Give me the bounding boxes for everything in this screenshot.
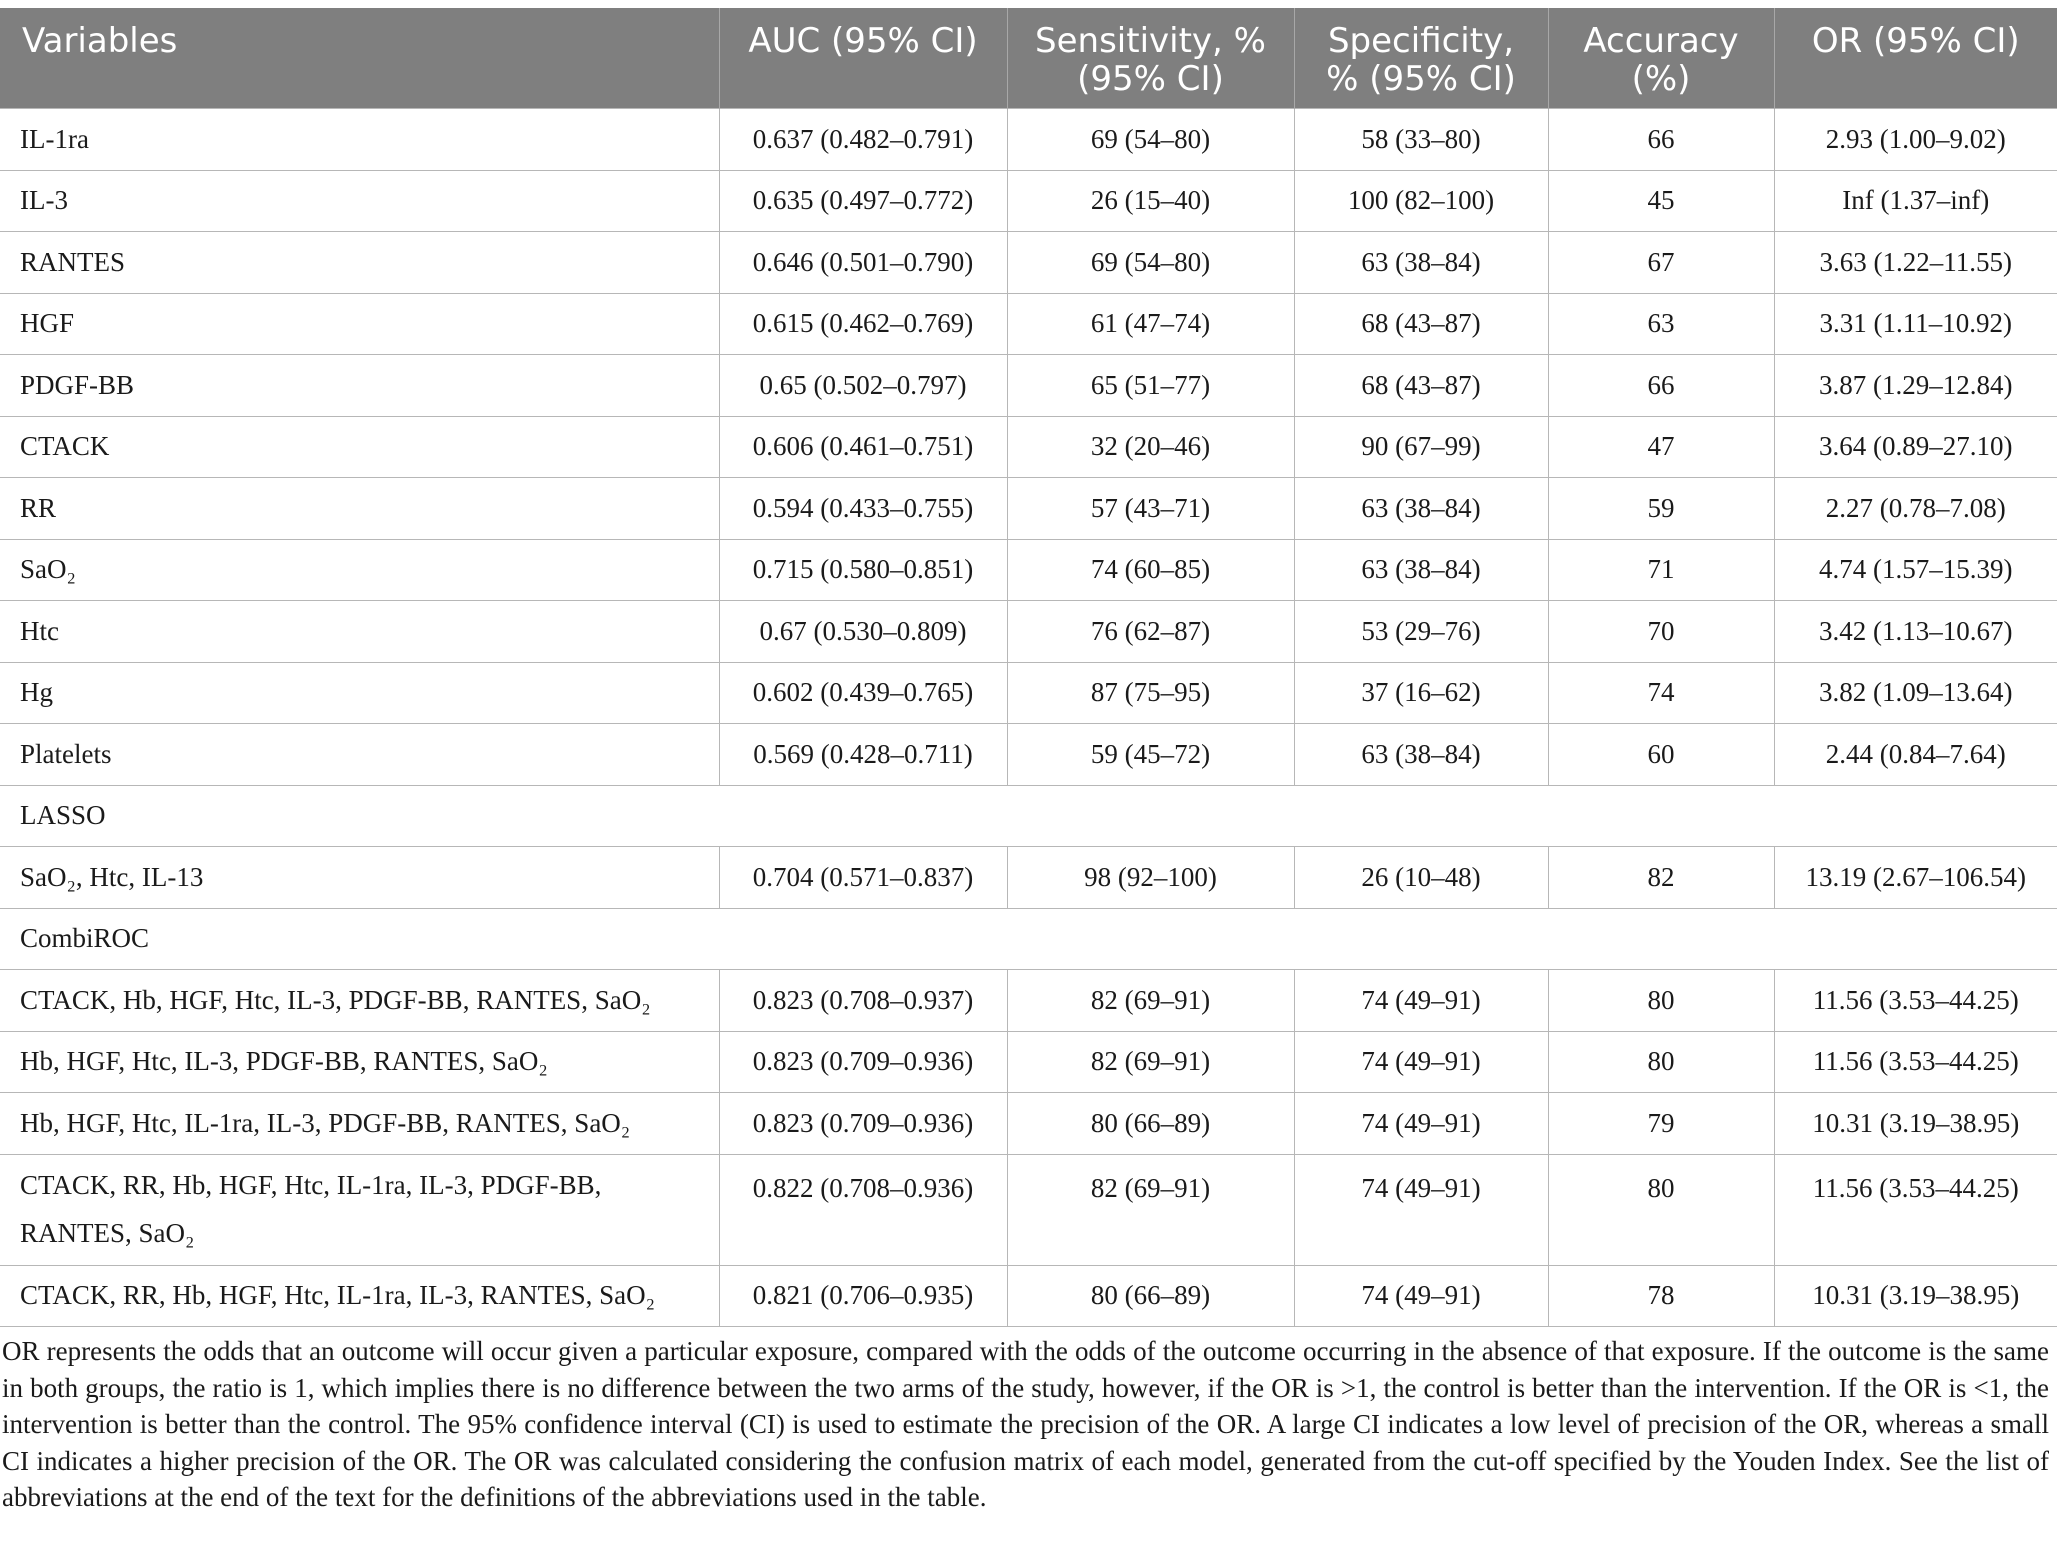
sensitivity-cell: 69 (54–80)	[1007, 232, 1294, 294]
table-row	[0, 109, 2057, 171]
auc-cell: 0.569 (0.428–0.711)	[719, 724, 1007, 786]
specificity-cell: 63 (38–84)	[1294, 539, 1548, 601]
auc-cell: 0.821 (0.706–0.935)	[719, 1265, 1007, 1327]
variable-cell: IL-3	[0, 170, 719, 232]
table-row	[0, 970, 2057, 1032]
accuracy-cell: 60	[1548, 724, 1774, 786]
header-auc: AUC (95% CI)	[719, 8, 1007, 109]
specificity-cell: 74 (49–91)	[1294, 1154, 1548, 1265]
or-cell: Inf (1.37–inf)	[1774, 170, 2057, 232]
table-row	[0, 1265, 2057, 1327]
table-row	[0, 662, 2057, 724]
or-cell: 3.31 (1.11–10.92)	[1774, 293, 2057, 355]
section-row	[0, 785, 2057, 847]
sensitivity-cell: 57 (43–71)	[1007, 478, 1294, 540]
sensitivity-cell: 69 (54–80)	[1007, 109, 1294, 171]
sensitivity-cell: 80 (66–89)	[1007, 1265, 1294, 1327]
accuracy-cell: 66	[1548, 109, 1774, 171]
specificity-cell: 68 (43–87)	[1294, 293, 1548, 355]
accuracy-cell: 80	[1548, 1031, 1774, 1093]
auc-cell: 0.823 (0.708–0.937)	[719, 970, 1007, 1032]
sensitivity-cell: 80 (66–89)	[1007, 1093, 1294, 1155]
table-body	[0, 109, 2057, 1327]
sensitivity-cell: 82 (69–91)	[1007, 970, 1294, 1032]
auc-cell: 0.637 (0.482–0.791)	[719, 109, 1007, 171]
sensitivity-cell: 61 (47–74)	[1007, 293, 1294, 355]
table-row	[0, 170, 2057, 232]
accuracy-cell: 80	[1548, 1154, 1774, 1265]
header-row	[0, 8, 2057, 109]
or-cell: 3.42 (1.13–10.67)	[1774, 601, 2057, 663]
accuracy-cell: 66	[1548, 355, 1774, 417]
header-variables: Variables	[0, 8, 719, 109]
auc-cell: 0.823 (0.709–0.936)	[719, 1031, 1007, 1093]
auc-cell: 0.615 (0.462–0.769)	[719, 293, 1007, 355]
specificity-cell: 68 (43–87)	[1294, 355, 1548, 417]
header-accuracy: Accuracy (%)	[1548, 8, 1774, 109]
accuracy-cell: 59	[1548, 478, 1774, 540]
table-row	[0, 355, 2057, 417]
auc-cell: 0.67 (0.530–0.809)	[719, 601, 1007, 663]
sensitivity-cell: 74 (60–85)	[1007, 539, 1294, 601]
specificity-cell: 63 (38–84)	[1294, 724, 1548, 786]
section-label: LASSO	[0, 785, 2057, 847]
variable-cell: SaO₂	[0, 539, 719, 601]
header-or: OR (95% CI)	[1774, 8, 2057, 109]
variable-cell: RR	[0, 478, 719, 540]
auc-cell: 0.823 (0.709–0.936)	[719, 1093, 1007, 1155]
table-row	[0, 293, 2057, 355]
table-row	[0, 847, 2057, 909]
table-row	[0, 539, 2057, 601]
table-row	[0, 1031, 2057, 1093]
auc-cell: 0.822 (0.708–0.936)	[719, 1154, 1007, 1265]
accuracy-cell: 47	[1548, 416, 1774, 478]
accuracy-cell: 80	[1548, 970, 1774, 1032]
variable-cell: HGF	[0, 293, 719, 355]
or-cell: 10.31 (3.19–38.95)	[1774, 1093, 2057, 1155]
variable-cell: Hb, HGF, Htc, IL-1ra, IL-3, PDGF-BB, RANTES, SaO₂	[0, 1093, 719, 1155]
section-label: CombiROC	[0, 908, 2057, 970]
accuracy-cell: 79	[1548, 1093, 1774, 1155]
auc-cell: 0.715 (0.580–0.851)	[719, 539, 1007, 601]
table-row	[0, 416, 2057, 478]
variable-cell: PDGF-BB	[0, 355, 719, 417]
table-row	[0, 1093, 2057, 1155]
auc-cell: 0.65 (0.502–0.797)	[719, 355, 1007, 417]
specificity-cell: 74 (49–91)	[1294, 1265, 1548, 1327]
or-cell: 10.31 (3.19–38.95)	[1774, 1265, 2057, 1327]
sensitivity-cell: 32 (20–46)	[1007, 416, 1294, 478]
auc-cell: 0.602 (0.439–0.765)	[719, 662, 1007, 724]
specificity-cell: 74 (49–91)	[1294, 1093, 1548, 1155]
accuracy-cell: 82	[1548, 847, 1774, 909]
header-sensitivity: Sensitivity, % (95% CI)	[1007, 8, 1294, 109]
or-cell: 13.19 (2.67–106.54)	[1774, 847, 2057, 909]
specificity-cell: 53 (29–76)	[1294, 601, 1548, 663]
or-cell: 3.64 (0.89–27.10)	[1774, 416, 2057, 478]
table-footnote: OR represents the odds that an outcome will occur given a particular exposure, compared with the odds of the outcome occurring in the absence of that exposure. If the outcome is the same in both groups, the ratio is 1, which implies there is no difference between the two arms of the study, however, if the OR is >1, the control is better than the intervention. If the OR is <1, the intervention is better than the control. The 95% confidence interval (CI) is used to estimate the precision of the OR. A large CI indicates a low level of precision of the OR, whereas a small CI indicates a higher precision of the OR. The OR was calculated considering the confusion matrix of each model, generated from the cut-off specified by the Youden Index. See the list of abbreviations at the end of the text for the definitions of the abbreviations used in the table.	[2, 1336, 2049, 1512]
accuracy-cell: 74	[1548, 662, 1774, 724]
accuracy-cell: 70	[1548, 601, 1774, 663]
specificity-cell: 63 (38–84)	[1294, 232, 1548, 294]
specificity-cell: 63 (38–84)	[1294, 478, 1548, 540]
variable-cell: Platelets	[0, 724, 719, 786]
accuracy-cell: 63	[1548, 293, 1774, 355]
table-row	[0, 1154, 2057, 1265]
auc-cell: 0.594 (0.433–0.755)	[719, 478, 1007, 540]
variable-cell: Hb, HGF, Htc, IL-3, PDGF-BB, RANTES, SaO₂	[0, 1031, 719, 1093]
variable-cell: SaO₂, Htc, IL-13	[0, 847, 719, 909]
specificity-cell: 58 (33–80)	[1294, 109, 1548, 171]
accuracy-cell: 45	[1548, 170, 1774, 232]
accuracy-cell: 78	[1548, 1265, 1774, 1327]
specificity-cell: 74 (49–91)	[1294, 970, 1548, 1032]
specificity-cell: 74 (49–91)	[1294, 1031, 1548, 1093]
specificity-cell: 26 (10–48)	[1294, 847, 1548, 909]
accuracy-cell: 67	[1548, 232, 1774, 294]
variable-cell: CTACK, Hb, HGF, Htc, IL-3, PDGF-BB, RANTES, SaO₂	[0, 970, 719, 1032]
sensitivity-cell: 87 (75–95)	[1007, 662, 1294, 724]
sensitivity-cell: 82 (69–91)	[1007, 1154, 1294, 1265]
sensitivity-cell: 65 (51–77)	[1007, 355, 1294, 417]
specificity-cell: 100 (82–100)	[1294, 170, 1548, 232]
or-cell: 2.27 (0.78–7.08)	[1774, 478, 2057, 540]
results-table-container	[0, 8, 2057, 1516]
or-cell: 11.56 (3.53–44.25)	[1774, 1154, 2057, 1265]
section-row	[0, 908, 2057, 970]
auc-cell: 0.606 (0.461–0.751)	[719, 416, 1007, 478]
variable-cell: RANTES	[0, 232, 719, 294]
specificity-cell: 37 (16–62)	[1294, 662, 1548, 724]
table-row	[0, 232, 2057, 294]
variable-cell: CTACK, RR, Hb, HGF, Htc, IL-1ra, IL-3, PDGF-BB, RANTES, SaO₂	[0, 1154, 719, 1265]
table-row	[0, 724, 2057, 786]
variable-cell: IL-1ra	[0, 109, 719, 171]
sensitivity-cell: 82 (69–91)	[1007, 1031, 1294, 1093]
specificity-cell: 90 (67–99)	[1294, 416, 1548, 478]
table-row	[0, 601, 2057, 663]
variable-cell: Hg	[0, 662, 719, 724]
results-table	[0, 8, 2057, 1327]
accuracy-cell: 71	[1548, 539, 1774, 601]
sensitivity-cell: 59 (45–72)	[1007, 724, 1294, 786]
variable-cell: Htc	[0, 601, 719, 663]
or-cell: 3.63 (1.22–11.55)	[1774, 232, 2057, 294]
table-header	[0, 8, 2057, 109]
auc-cell: 0.635 (0.497–0.772)	[719, 170, 1007, 232]
auc-cell: 0.646 (0.501–0.790)	[719, 232, 1007, 294]
or-cell: 4.74 (1.57–15.39)	[1774, 539, 2057, 601]
table-row	[0, 478, 2057, 540]
sensitivity-cell: 76 (62–87)	[1007, 601, 1294, 663]
auc-cell: 0.704 (0.571–0.837)	[719, 847, 1007, 909]
or-cell: 3.87 (1.29–12.84)	[1774, 355, 2057, 417]
or-cell: 2.93 (1.00–9.02)	[1774, 109, 2057, 171]
header-specificity: Specificity, % (95% CI)	[1294, 8, 1548, 109]
sensitivity-cell: 26 (15–40)	[1007, 170, 1294, 232]
or-cell: 3.82 (1.09–13.64)	[1774, 662, 2057, 724]
sensitivity-cell: 98 (92–100)	[1007, 847, 1294, 909]
variable-cell: CTACK, RR, Hb, HGF, Htc, IL-1ra, IL-3, RANTES, SaO₂	[0, 1265, 719, 1327]
or-cell: 11.56 (3.53–44.25)	[1774, 970, 2057, 1032]
or-cell: 11.56 (3.53–44.25)	[1774, 1031, 2057, 1093]
variable-cell: CTACK	[0, 416, 719, 478]
or-cell: 2.44 (0.84–7.64)	[1774, 724, 2057, 786]
